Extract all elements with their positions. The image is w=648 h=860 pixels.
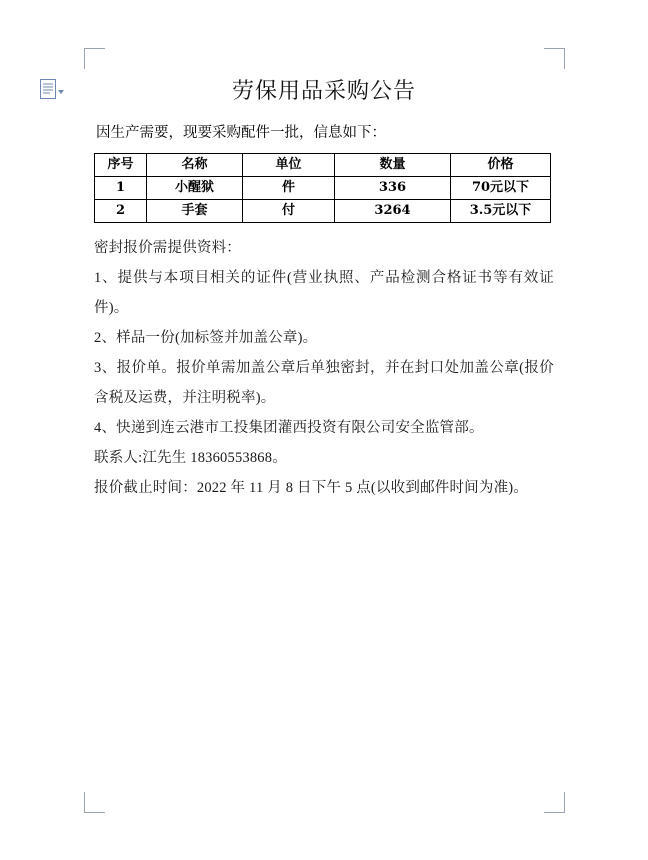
document-content [94, 62, 554, 503]
table-header-cell: 数量 [335, 154, 451, 177]
table-row [95, 177, 551, 200]
table-header-cell: 序号 [95, 154, 147, 177]
chevron-down-icon[interactable] [58, 90, 64, 94]
goods-table [94, 153, 551, 223]
intro-paragraph: 因生产需要，现要采购配件一批，信息如下： [96, 125, 386, 141]
document-icon[interactable] [40, 78, 68, 100]
table-cell: 2 [95, 200, 147, 223]
table-header-cell: 单位 [243, 154, 335, 177]
table-cell: 付 [243, 200, 335, 223]
body-paragraph: 2、样品一份(加标签并加盖公章)。 [94, 330, 318, 346]
table-cell: 手套 [147, 200, 243, 223]
body-paragraph: 1、提供与本项目相关的证件(营业执照、产品检测合格证书等有效证件)。 [94, 270, 554, 316]
table-cell: 小醒狱 [147, 177, 243, 200]
body-paragraph: 4、快递到连云港市工投集团灌西投资有限公司安全监管部。 [94, 420, 484, 436]
table-cell: 件 [243, 177, 335, 200]
deadline-paragraph: 报价截止时间：2022 年 11 月 8 日下午 5 点(以收到邮件时间为准)。 [94, 480, 528, 496]
body-paragraph: 3、报价单。报价单需加盖公章后单独密封，并在封口处加盖公章(报价含税及运费，并注明税率)。 [94, 360, 554, 406]
table-header-cell: 名称 [147, 154, 243, 177]
body-paragraph: 密封报价需提供资料： [94, 240, 241, 256]
table-cell: 3264 [335, 200, 451, 223]
table-cell: 336 [335, 177, 451, 200]
table-header-cell: 价格 [451, 154, 551, 177]
table-cell: 1 [95, 177, 147, 200]
table-row [95, 200, 551, 223]
contact-paragraph: 联系人:江先生 18360553868。 [94, 450, 287, 466]
page-title: 劳保用品采购公告 [231, 79, 416, 104]
crop-mark-bottom-right [544, 792, 565, 813]
table-cell: 3.5元以下 [451, 200, 551, 223]
crop-mark-bottom-left [84, 792, 105, 813]
body-sections [94, 233, 554, 503]
table-header-row [95, 154, 551, 177]
table-cell: 70元以下 [451, 177, 551, 200]
